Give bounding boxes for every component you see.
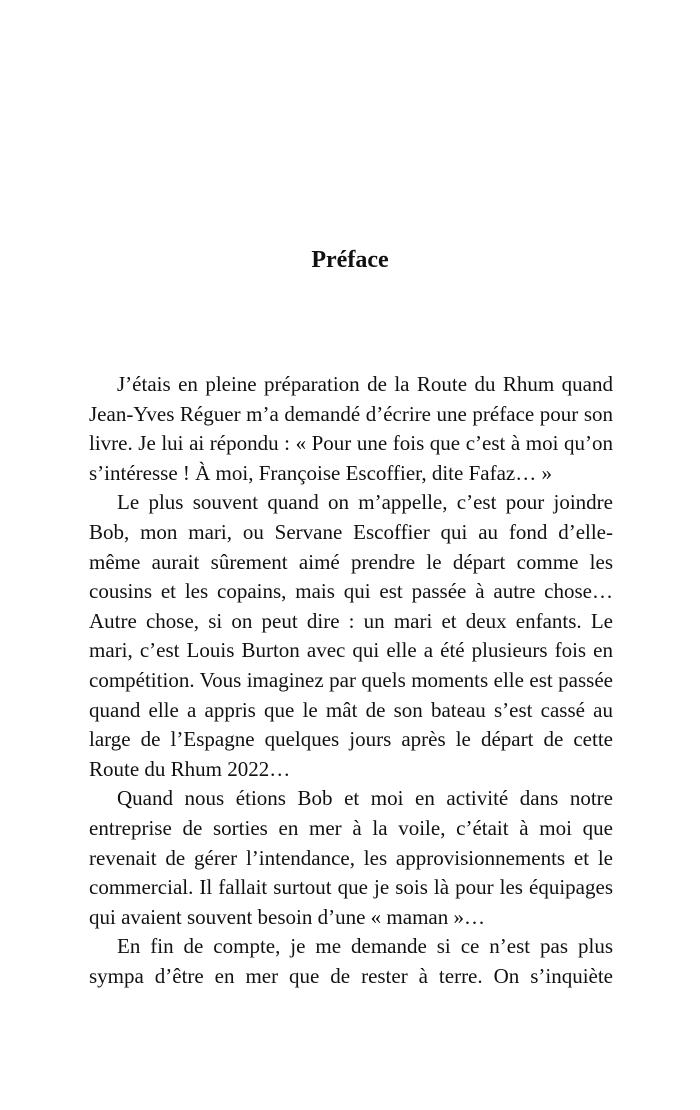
preface-text xyxy=(89,370,613,991)
paragraph-3: Quand nous étions Bob et moi en activité dans notre entreprise de sorties en mer à la voile, c’était à moi que revenait de gérer l’intendance, les approvisionnements et le commercial. Il fallait surtout que je sois là pour les équipages qui avaient souvent besoin d’une « maman »… xyxy=(89,786,613,929)
paragraph-1: J’étais en pleine préparation de la Route du Rhum quand Jean-Yves Réguer m’a demandé d’écrire une préface pour son livre. Je lui ai répondu : « Pour une fois que c’est à moi qu’on s’intéresse ! À moi, Françoise Escoffier, dite Fafaz… » xyxy=(89,372,613,485)
paragraph-4: En fin de compte, je me demande si ce n’est pas plus sympa d’être en mer que de rester à terre. On s’inquiète xyxy=(89,934,613,988)
page-title: Préface xyxy=(311,247,389,273)
paragraph-2: Le plus souvent quand on m’appelle, c’est pour joindre Bob, mon mari, ou Servane Escoffier qui au fond d’elle-même aurait sûrement aimé prendre le départ comme les cousins et les copains, mais qui est passée à autre chose… Autre chose, si on peut dire : un mari et deux enfants. Le mari, c’est Louis Burton avec qui elle a été plusieurs fois en compétition. Vous imaginez par quels moments elle est passée quand elle a appris que le mât de son bateau s’est cassé au large de l’Espagne quelques jours après le départ de cette Route du Rhum 2022… xyxy=(89,490,613,781)
